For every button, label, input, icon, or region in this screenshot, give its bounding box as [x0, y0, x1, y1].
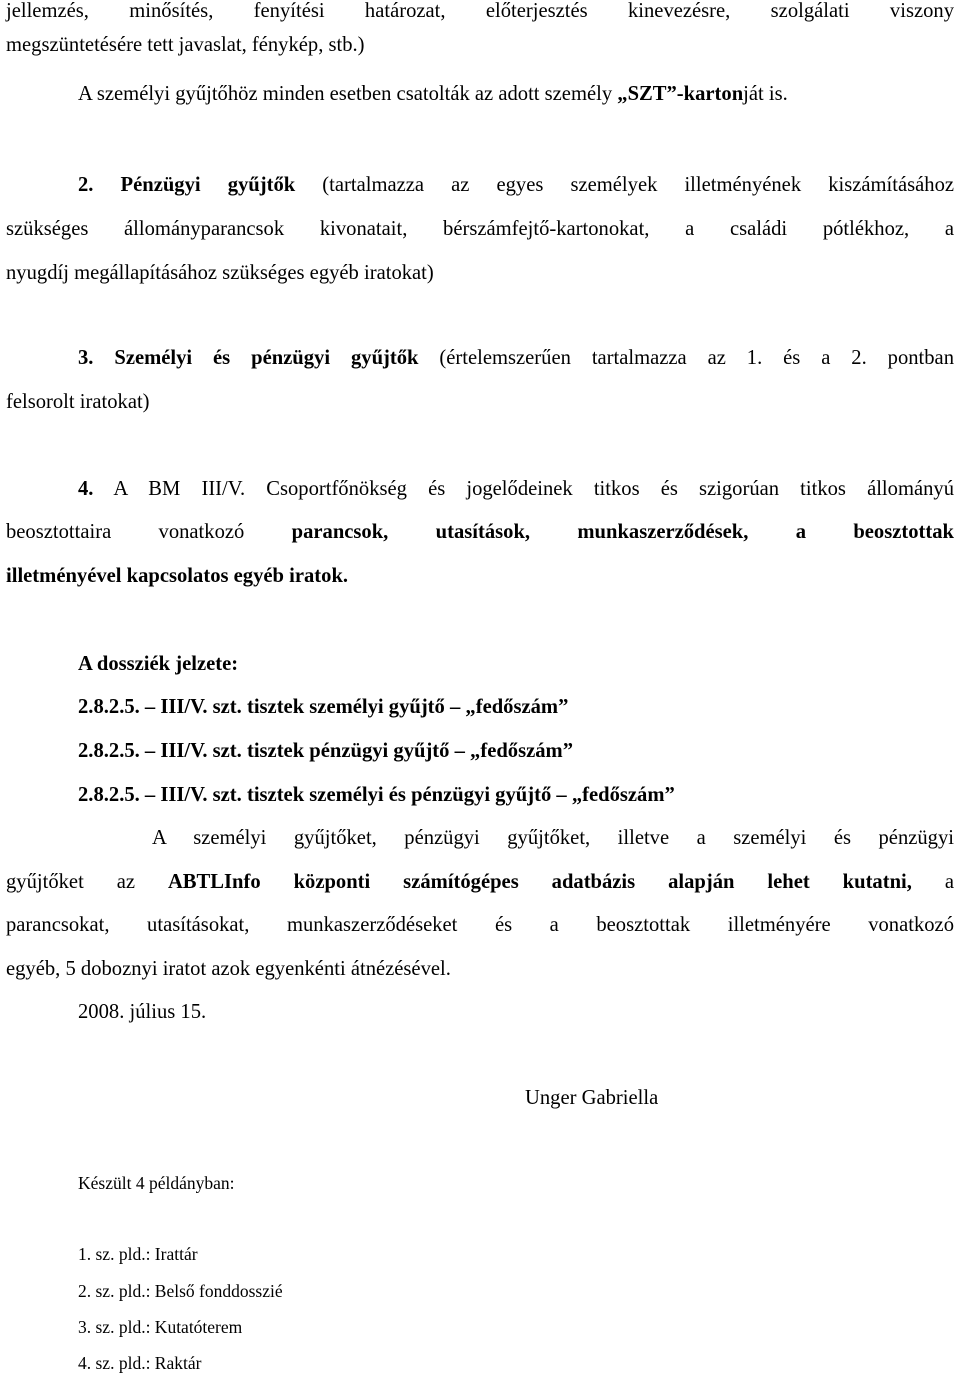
item-4-line-2 [6, 519, 954, 545]
research-line-3: parancsokat, utasításokat, munkaszerződéseket és a beosztottak illetményére vonatkozó [6, 914, 954, 936]
dossiers-heading [78, 651, 954, 677]
intro-text-end: ját is. [743, 83, 788, 105]
item-4-line-1 [78, 476, 954, 502]
dossier-item-text: 2.8.2.5. – III/V. szt. tisztek pénzügyi gyűjtő – „fedőszám” [78, 740, 574, 762]
item-4-num: 4. [78, 478, 94, 500]
research-line-2 [6, 869, 954, 895]
item-2-line-1 [78, 172, 954, 198]
abtlinfo-text: ABTLInfo központi számítógépes adatbázis alapján lehet kutatni, [167, 871, 912, 893]
item-4-bold-text: parancsok, utasítások, munkaszerződések, a beosztottak [291, 521, 955, 543]
copy-item: 3. sz. pld.: Kutatóterem [78, 1317, 243, 1337]
document-date: 2008. július 15. [78, 1001, 207, 1023]
item-4-bold-end: illetményével kapcsolatos egyéb iratok. [6, 565, 349, 587]
dossier-item [78, 782, 954, 808]
item-2-desc: (tartalmazza az egyes személyek illetményének kiszámításához [295, 174, 955, 196]
item-3-title: 3. Személyi és pénzügyi gyűjtők [78, 347, 419, 369]
item-2-line-2: szükséges állományparancsok kivonatait, bérszámfejtő-kartonokat, a családi pótlékhoz, a [6, 218, 954, 240]
signature-name: Unger Gabriella [525, 1087, 659, 1109]
research-line-4: egyéb, 5 doboznyi iratot azok egyenkénti átnézésével. [6, 958, 451, 980]
copy-item: 1. sz. pld.: Irattár [78, 1244, 198, 1264]
copy-item: 2. sz. pld.: Belső fonddosszié [78, 1281, 283, 1301]
dossier-item [78, 694, 954, 720]
copy-item: 4. sz. pld.: Raktár [78, 1353, 202, 1373]
intro-line-3 [78, 81, 954, 107]
research-text: gyűjtőket az [6, 871, 168, 893]
dossiers-heading-text: A dossziék jelzete: [78, 653, 239, 675]
item-4-desc: A BM III/V. Csoportfőnökség és jogelődeinek titkos és szigorúan titkos állományú [93, 478, 954, 500]
dossier-item-text: 2.8.2.5. – III/V. szt. tisztek személyi és pénzügyi gyűjtő – „fedőszám” [78, 784, 675, 806]
dossier-item [78, 738, 954, 764]
intro-text: A személyi gyűjtőhöz minden esetben csatolták az adott személy [78, 83, 618, 105]
item-2-title: 2. Pénzügyi gyűjtők [78, 174, 296, 196]
item-3-line-2: felsorolt iratokat) [6, 391, 150, 413]
research-text-end: a [911, 871, 954, 893]
intro-line-2: megszüntetésére tett javaslat, fénykép, stb.) [6, 34, 365, 56]
item-4-line-3 [6, 563, 954, 589]
item-2-line-3: nyugdíj megállapításához szükséges egyéb iratokat) [6, 262, 434, 284]
szt-karton-term: „SZT”-karton [617, 83, 744, 105]
item-3-line-1 [78, 345, 954, 371]
item-3-desc: (értelemszerűen tartalmazza az 1. és a 2. pontban [418, 347, 954, 369]
research-line-1: A személyi gyűjtőket, pénzügyi gyűjtőket, illetve a személyi és pénzügyi [152, 827, 954, 849]
intro-line-1: jellemzés, minősítés, fenyítési határozat, előterjesztés kinevezésre, szolgálati viszony [6, 0, 954, 22]
dossier-item-text: 2.8.2.5. – III/V. szt. tisztek személyi gyűjtő – „fedőszám” [78, 696, 569, 718]
copies-heading: Készült 4 példányban: [78, 1173, 235, 1193]
item-4-text: beosztottaira vonatkozó [6, 521, 292, 543]
